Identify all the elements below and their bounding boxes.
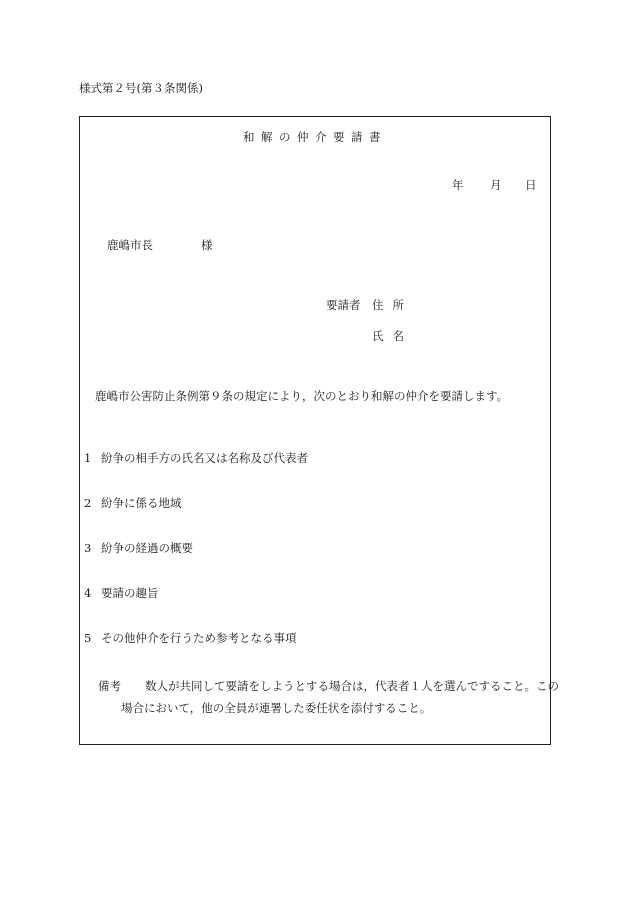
item-number: 2 [84,496,92,510]
list-item [84,498,182,510]
list-item [84,633,297,645]
item-number: 3 [84,541,92,555]
list-item [84,543,193,555]
requester-name-label: 氏名 [372,329,413,343]
requester-label: 要請者 [326,298,361,312]
addressee-honorific: 様 [201,238,213,252]
item-text: 紛争の経過の概要 [101,541,193,555]
item-text: 紛争の相手方の氏名又は名称及び代表者 [101,451,308,465]
date-month-label: 月 [490,178,502,192]
form-number: 様式第２号(第３条関係) [79,81,203,95]
list-item [84,588,159,600]
remarks-text-line2: 場合において，他の全員が連署した委任状を添付すること。 [121,701,432,715]
item-text: 紛争に係る地域 [101,496,182,510]
item-number: 5 [84,631,92,645]
item-text: 要請の趣旨 [101,586,159,600]
remarks-label: 備考 [98,679,121,693]
item-number: 1 [84,451,92,465]
date-day-label: 日 [525,178,537,192]
date-year-label: 年 [452,178,464,192]
document-title: 和解の仲介要請書 [243,130,387,144]
addressee-name: 鹿嶋市長 [107,238,153,252]
list-item [84,453,308,465]
item-text: その他仲介を行うため参考となる事項 [101,631,297,645]
requester-address-label: 住所 [372,298,413,312]
request-statement: 鹿嶋市公害防止条例第９条の規定により，次のとおり和解の仲介を要請します。 [95,389,509,403]
item-number: 4 [84,586,92,600]
form-frame [79,116,551,745]
remarks-text-line1: 数人が共同して要請をしようとする場合は，代表者１人を選んですること。この [145,679,559,693]
